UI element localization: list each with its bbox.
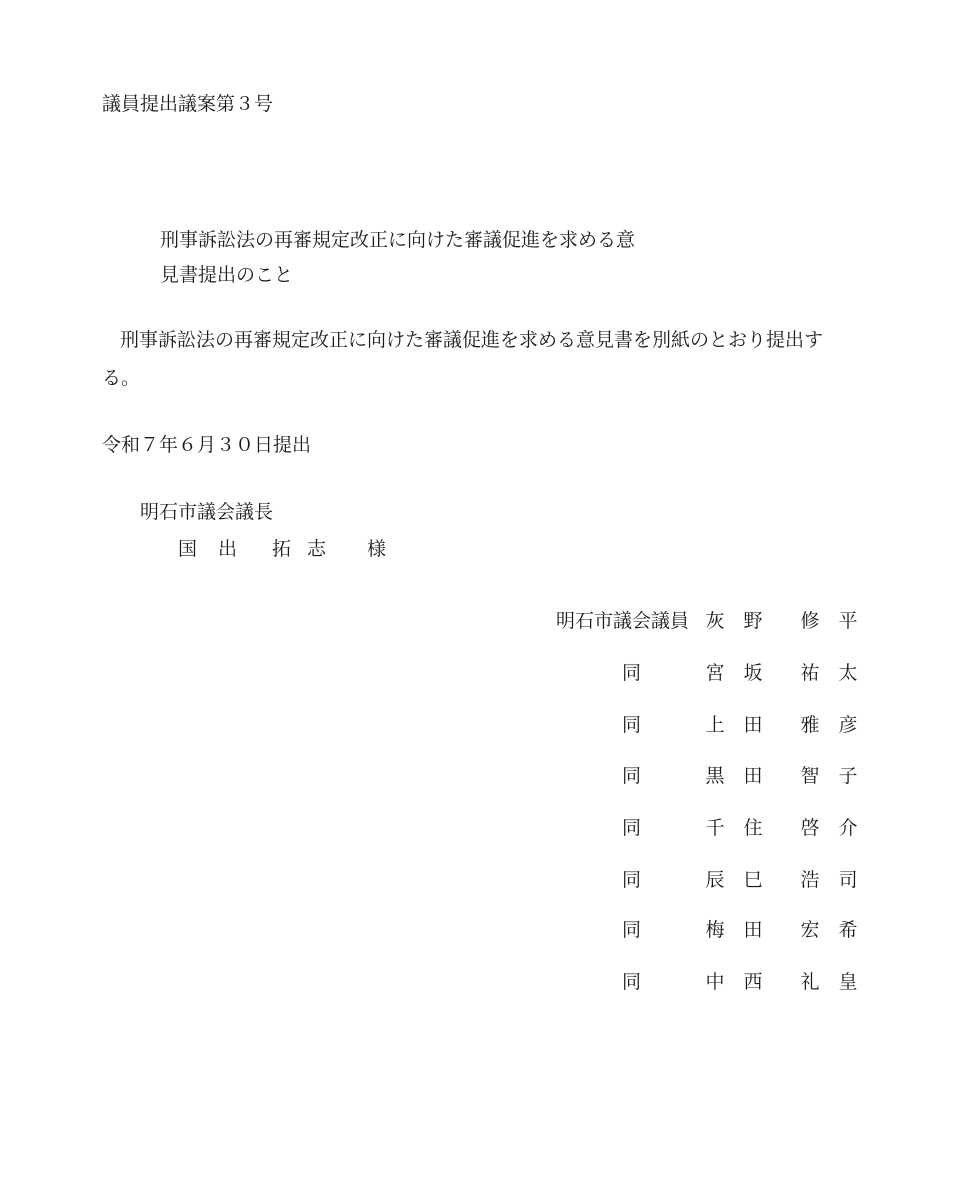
submitter-name-char: 田 <box>743 919 763 941</box>
submitter-name-char: 上 <box>705 714 725 736</box>
submitter-name-char: 啓 <box>800 817 820 839</box>
recipient-name-char: 国 <box>178 538 198 560</box>
body-text-line-2: る。 <box>102 367 141 389</box>
submitter-prefix: 同 <box>622 919 642 941</box>
submitter-name-char: 宏 <box>800 919 820 941</box>
submitter-row <box>0 816 975 840</box>
bill-number: 議員提出議案第３号 <box>102 93 274 115</box>
submitter-name-char: 田 <box>743 765 763 787</box>
submitter-prefix: 同 <box>622 971 642 993</box>
submitter-name-char: 宮 <box>705 662 725 684</box>
submission-date: 令和７年６月３０日提出 <box>102 434 312 456</box>
recipient-title: 明石市議会議長 <box>140 501 274 523</box>
submitter-name-char: 浩 <box>800 869 820 891</box>
submitter-prefix: 同 <box>622 817 642 839</box>
submitter-name-char: 雅 <box>800 714 820 736</box>
submitter-name-char: 辰 <box>705 869 725 891</box>
recipient-name-char: 拓 <box>272 538 292 560</box>
submitter-name-char: 巳 <box>743 869 763 891</box>
submitter-name-char: 西 <box>743 971 763 993</box>
submitter-name-char: 彦 <box>838 714 858 736</box>
submitter-row <box>0 713 975 737</box>
submitter-name-char: 灰 <box>705 610 725 632</box>
submitter-row <box>0 970 975 994</box>
submitter-name-char: 千 <box>705 817 725 839</box>
submitter-row <box>0 918 975 942</box>
submitter-row <box>0 609 975 633</box>
bill-title-line-1: 刑事訴訟法の再審規定改正に向けた審議促進を求める意 <box>160 229 636 251</box>
submitter-name-char: 子 <box>838 765 858 787</box>
submitter-name-char: 坂 <box>743 662 763 684</box>
submitter-prefix: 明石市議会議員 <box>556 610 690 632</box>
submitter-prefix: 同 <box>622 869 642 891</box>
submitter-name-char: 司 <box>838 869 858 891</box>
submitter-name-char: 礼 <box>800 971 820 993</box>
bill-title-line-2: 見書提出のこと <box>160 264 294 286</box>
submitter-name-char: 住 <box>743 817 763 839</box>
recipient-honorific: 様 <box>367 538 387 560</box>
submitter-name-char: 希 <box>838 919 858 941</box>
body-text-line-1: 刑事訴訟法の再審規定改正に向けた審議促進を求める意見書を別紙のとおり提出す <box>120 329 824 351</box>
submitter-prefix: 同 <box>622 662 642 684</box>
submitter-row <box>0 661 975 685</box>
recipient-name-char: 出 <box>218 538 238 560</box>
submitter-name-char: 野 <box>743 610 763 632</box>
submitter-name-char: 黒 <box>705 765 725 787</box>
submitter-prefix: 同 <box>622 765 642 787</box>
recipient-name <box>178 537 386 561</box>
submitter-name-char: 智 <box>800 765 820 787</box>
submitter-prefix: 同 <box>622 714 642 736</box>
submitter-name-char: 梅 <box>705 919 725 941</box>
submitter-name-char: 修 <box>800 610 820 632</box>
submitter-name-char: 平 <box>838 610 858 632</box>
recipient-name-char: 志 <box>307 538 327 560</box>
submitter-name-char: 祐 <box>800 662 820 684</box>
submitter-name-char: 田 <box>743 714 763 736</box>
submitter-name-char: 太 <box>838 662 858 684</box>
submitter-name-char: 皇 <box>838 971 858 993</box>
submitter-name-char: 介 <box>838 817 858 839</box>
submitter-row <box>0 764 975 788</box>
submitter-name-char: 中 <box>705 971 725 993</box>
submitter-row <box>0 868 975 892</box>
